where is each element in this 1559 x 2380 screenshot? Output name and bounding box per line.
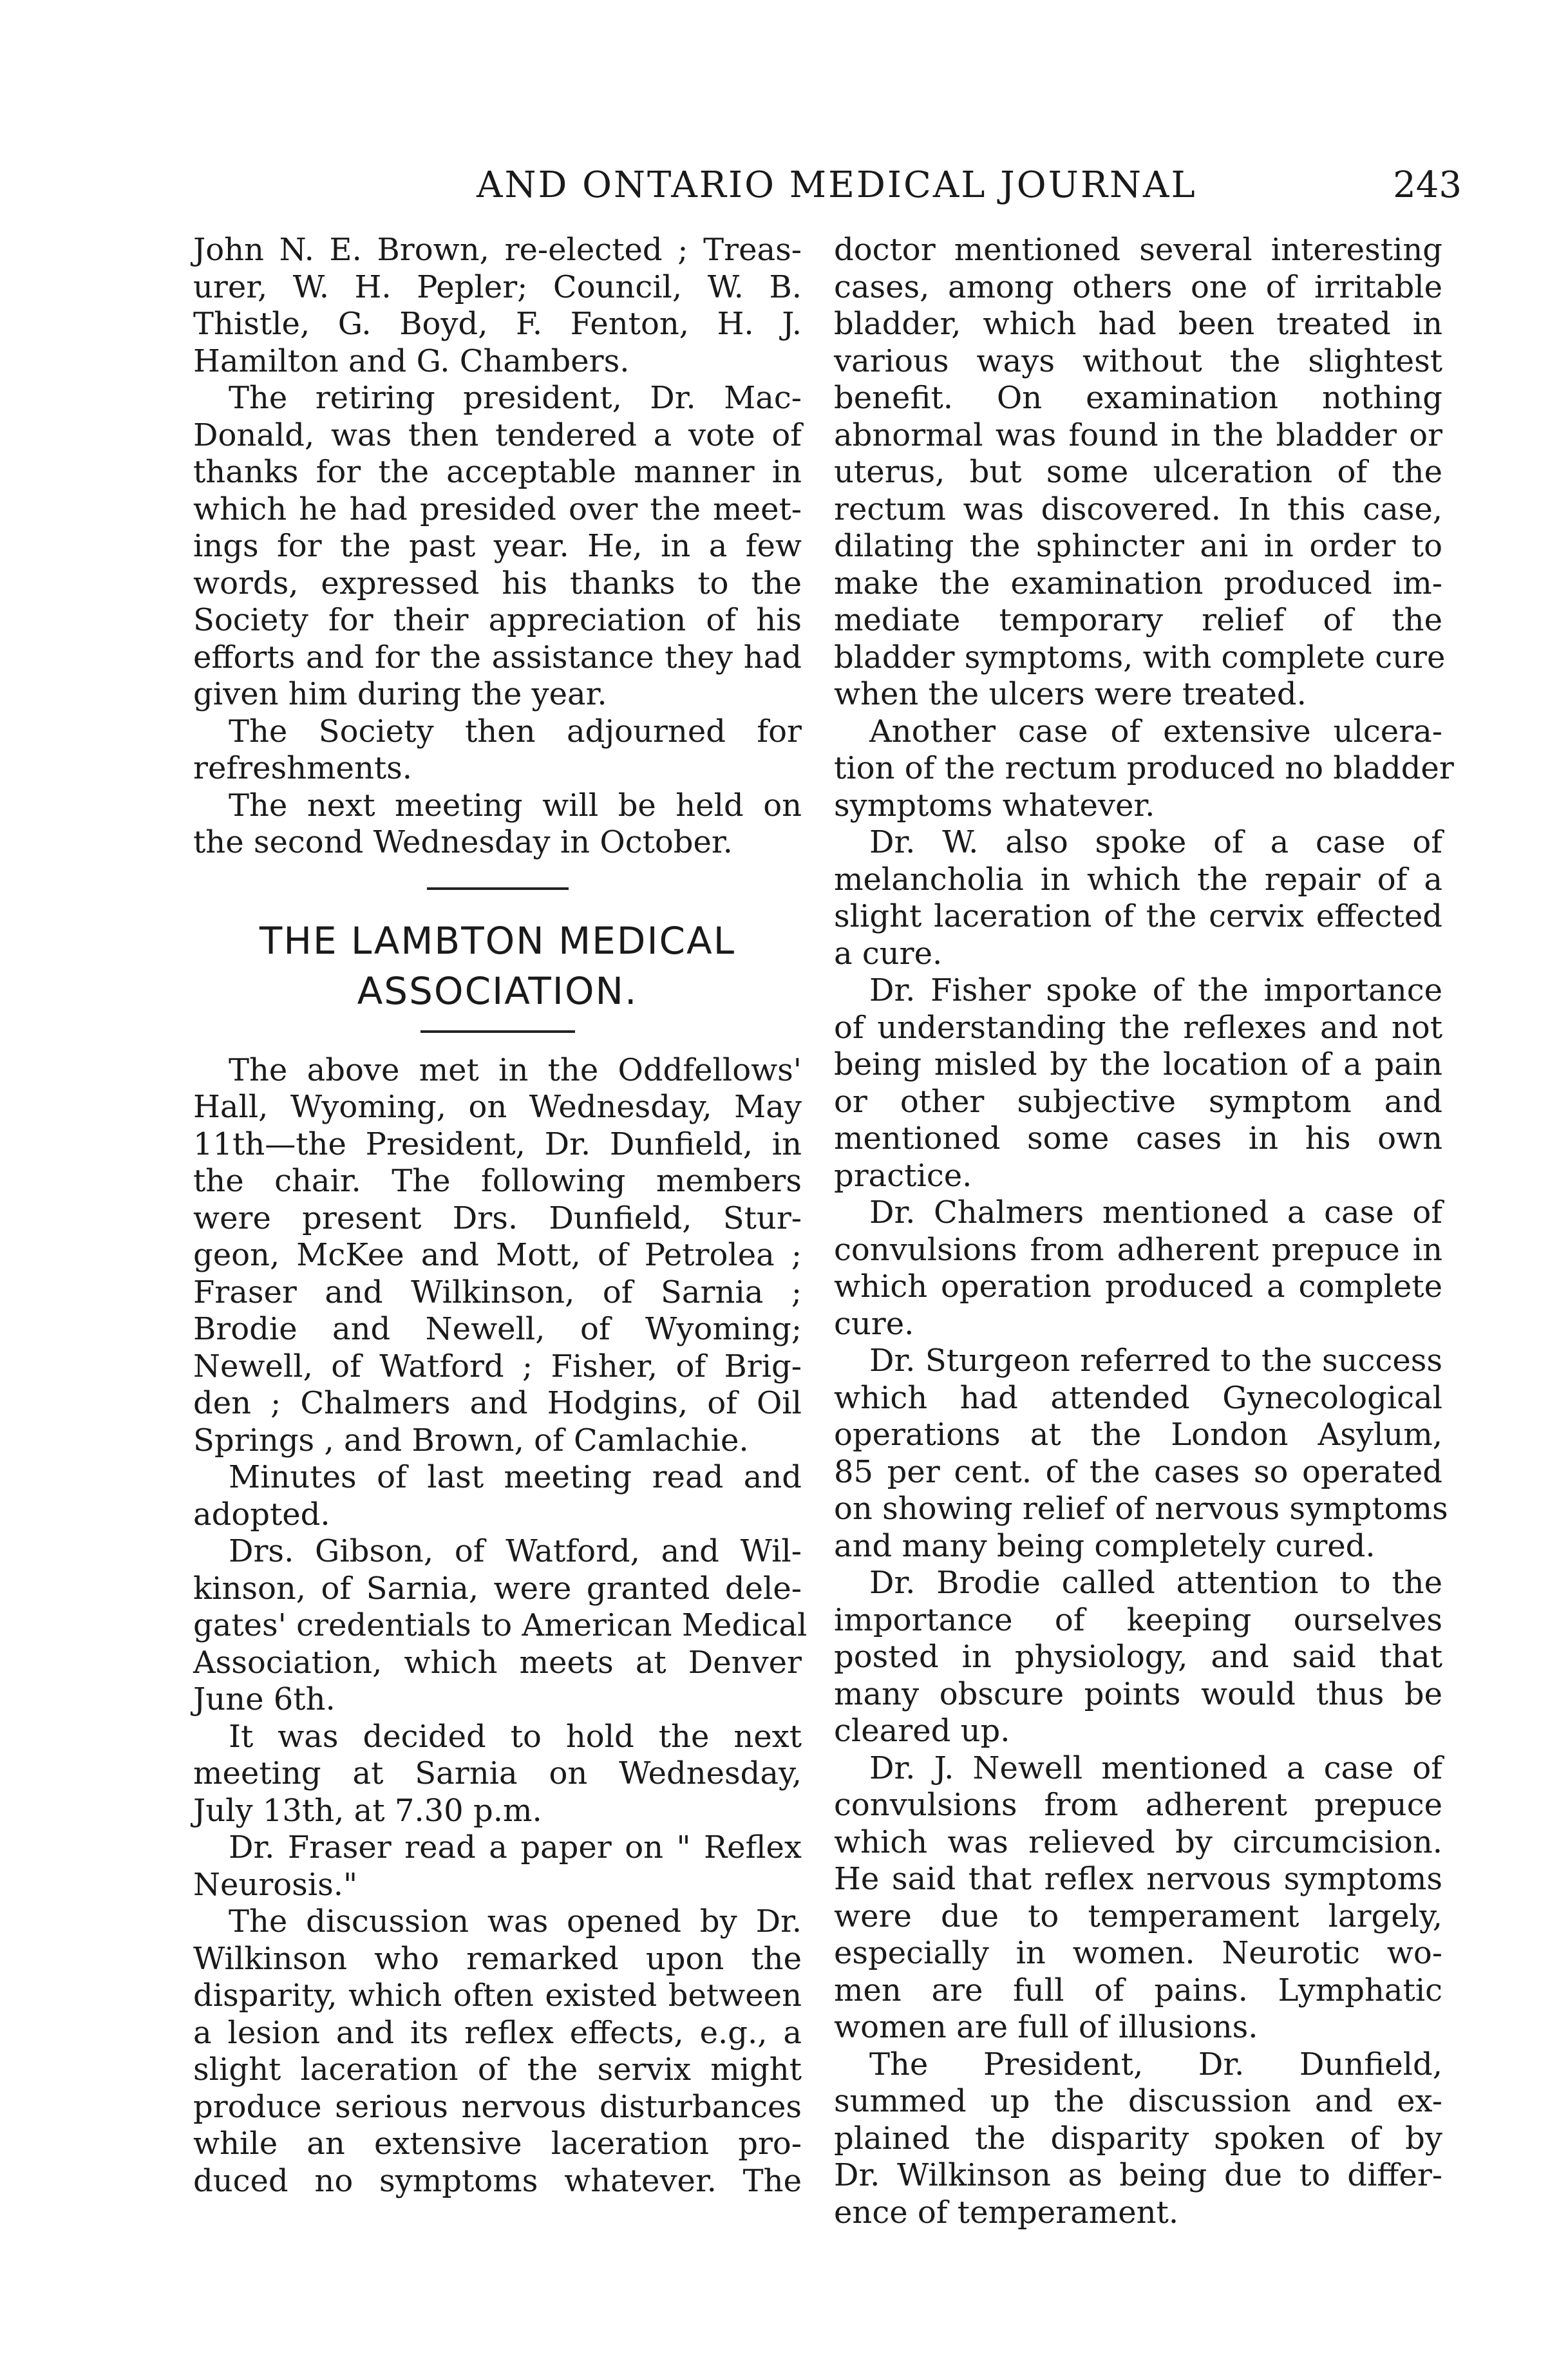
text-line: Thistle, G. Boyd, F. Fenton, H. J. [193, 306, 802, 342]
text-line: given him during the year. [193, 676, 607, 712]
text-line: He said that reflex nervous symptoms [834, 1861, 1442, 1897]
text-line: make the examination produced im- [834, 565, 1442, 601]
left-column [193, 232, 808, 2200]
text-line: were due to temperament largely, [834, 1898, 1442, 1934]
text-line: ence of temperament. [834, 2194, 1179, 2231]
text-line: 85 per cent. of the cases so operated [834, 1453, 1442, 1490]
text-line: Association, which meets at Denver [193, 1644, 802, 1681]
text-line: Donald, was then tendered a vote of [193, 417, 802, 453]
text-line: Dr. Fisher spoke of the importance [869, 972, 1442, 1008]
text-line: the chair. The following members [193, 1163, 802, 1199]
section-divider [427, 887, 569, 890]
text-line: rectum was discovered. In this case, [834, 491, 1442, 527]
text-line: Hamilton and G. Chambers. [193, 343, 630, 379]
text-line: the second Wednesday in October. [193, 824, 733, 860]
text-line: thanks for the acceptable manner in [193, 454, 802, 490]
text-line: meeting at Sarnia on Wednesday, [193, 1755, 802, 1791]
text-line: summed up the discussion and ex- [834, 2083, 1442, 2119]
text-line: duced no symptoms whatever. The [193, 2162, 802, 2199]
text-line: Another case of extensive ulcera- [869, 713, 1442, 750]
text-line: importance of keeping ourselves [834, 1601, 1442, 1638]
text-line: Neurosis." [193, 1866, 358, 1903]
text-line: Society for their appreciation of his [193, 602, 802, 638]
text-line: of understanding the reflexes and not [834, 1009, 1442, 1046]
text-line: Fraser and Wilkinson, of Sarnia ; [193, 1274, 802, 1310]
text-line: cleared up. [834, 1713, 1010, 1749]
text-line: posted in physiology, and said that [834, 1639, 1442, 1675]
text-line: men are full of pains. Lymphatic [834, 1972, 1442, 2008]
text-line: Dr. Fraser read a paper on " Reflex [229, 1829, 802, 1865]
text-line: doctor mentioned several interesting [834, 232, 1442, 268]
text-line: Drs. Gibson, of Watford, and Wil- [229, 1533, 802, 1569]
text-line: The President, Dr. Dunfield, [869, 2046, 1442, 2082]
text-line: while an extensive laceration pro- [193, 2126, 802, 2162]
text-line: bladder, which had been treated in [834, 306, 1442, 342]
text-line: June 6th. [193, 1681, 335, 1717]
text-line: Dr. Chalmers mentioned a case of [869, 1195, 1442, 1231]
text-line: on showing relief of nervous symptoms [834, 1491, 1448, 1527]
right-column [834, 232, 1454, 2231]
text-line: cure. [834, 1305, 914, 1342]
text-line: many obscure points would thus be [834, 1676, 1442, 1712]
text-line: efforts and for the assistance they had [193, 639, 802, 675]
text-line: being misled by the location of a pain [834, 1046, 1442, 1082]
running-title: AND ONTARIO MEDICAL JOURNAL [477, 164, 1197, 206]
text-line: The retiring president, Dr. Mac- [229, 380, 802, 416]
text-line: geon, McKee and Mott, of Petrolea ; [193, 1237, 802, 1273]
text-line: July 13th, at 7.30 p.m. [193, 1792, 542, 1829]
text-line: Dr. Sturgeon referred to the success [869, 1343, 1442, 1379]
text-line: melancholia in which the repair of a [834, 861, 1442, 898]
text-line: operations at the London Asylum, [834, 1417, 1442, 1453]
text-line: John N. E. Brown, re-elected ; Treas- [193, 232, 802, 268]
text-line: which had attended Gynecological [834, 1379, 1442, 1416]
text-line: which was relieved by circumcision. [834, 1824, 1442, 1860]
text-line: slight laceration of the cervix effected [834, 898, 1442, 934]
section-closing-text [193, 232, 802, 862]
text-line: Dr. Brodie called attention to the [869, 1565, 1442, 1601]
text-line: were present Drs. Dunfield, Stur- [193, 1200, 802, 1236]
running-head [187, 164, 1462, 222]
text-line: especially in women. Neurotic wo- [834, 1935, 1442, 1971]
text-line: Hall, Wyoming, on Wednesday, May [193, 1089, 802, 1125]
text-line: 11th—the President, Dr. Dunfield, in [193, 1126, 802, 1162]
text-line: a lesion and its reflex effects, e.g., a [193, 2014, 802, 2051]
text-line: The discussion was opened by Dr. [229, 1903, 802, 1940]
text-line: adopted. [193, 1496, 330, 1533]
text-line: plained the disparity spoken of by [834, 2120, 1442, 2157]
text-line: convulsions from adherent prepuce in [834, 1231, 1442, 1268]
text-line: words, expressed his thanks to the [193, 565, 802, 601]
text-line: It was decided to hold the next [229, 1718, 802, 1755]
section-heading-line-1: THE LAMBTON MEDICAL [259, 918, 736, 963]
text-line: disparity, which often existed between [193, 1978, 802, 2014]
text-line: benefit. On examination nothing [834, 380, 1442, 416]
text-line: The next meeting will be held on [229, 787, 802, 824]
text-line: ings for the past year. He, in a few [193, 528, 802, 564]
text-line: kinson, of Sarnia, were granted dele- [193, 1570, 802, 1607]
text-line: or other subjective symptom and [834, 1083, 1442, 1120]
text-line: bladder symptoms, with complete cure [834, 639, 1446, 675]
page-number: 243 [1393, 164, 1462, 206]
text-line: cases, among others one of irritable [834, 269, 1442, 305]
text-line: various ways without the slightest [834, 343, 1442, 379]
text-line: Dr. Wilkinson as being due to differ- [834, 2157, 1442, 2193]
text-line: convulsions from adherent prepuce [834, 1787, 1442, 1823]
text-line: women are full of illusions. [834, 2009, 1258, 2045]
text-line: practice. [834, 1157, 972, 1194]
text-line: Wilkinson who remarked upon the [193, 1940, 802, 1977]
text-line: den ; Chalmers and Hodgins, of Oil [193, 1385, 802, 1421]
text-line: produce serious nervous disturbances [193, 2088, 802, 2125]
heading-divider [420, 1030, 575, 1033]
text-line: urer, W. H. Pepler; Council, W. B. [193, 269, 802, 305]
text-line: mediate temporary relief of the [834, 602, 1442, 638]
text-line: Brodie and Newell, of Wyoming; [193, 1311, 802, 1347]
text-line: refreshments. [193, 750, 413, 786]
text-line: a cure. [834, 935, 943, 972]
text-line: symptoms whatever. [834, 787, 1155, 824]
text-line: The Society then adjourned for [229, 713, 802, 750]
text-line: Dr. J. Newell mentioned a case of [869, 1750, 1442, 1786]
text-line: The above met in the Oddfellows' [229, 1052, 802, 1088]
text-line: tion of the rectum produced no bladder [834, 750, 1454, 786]
text-line: gates' credentials to American Medical [193, 1607, 808, 1643]
section-heading-line-2: ASSOCIATION. [357, 968, 638, 1013]
text-line: uterus, but some ulceration of the [834, 454, 1442, 490]
text-line: Minutes of last meeting read and [229, 1459, 802, 1495]
text-line: Dr. W. also spoke of a case of [869, 824, 1442, 860]
text-line: which operation produced a complete [834, 1269, 1442, 1305]
text-line: abnormal was found in the bladder or [834, 417, 1442, 453]
text-line: Newell, of Watford ; Fisher, of Brig- [193, 1348, 802, 1384]
text-line: dilating the sphincter ani in order to [834, 528, 1442, 564]
text-line: slight laceration of the servix might [193, 2052, 802, 2088]
text-line: mentioned some cases in his own [834, 1120, 1442, 1157]
text-line: Springs , and Brown, of Camlachie. [193, 1422, 749, 1459]
text-line: which he had presided over the meet- [193, 491, 802, 527]
text-line: when the ulcers were treated. [834, 676, 1307, 712]
text-line: and many being completely cured. [834, 1527, 1375, 1564]
section-body [193, 1052, 808, 2200]
